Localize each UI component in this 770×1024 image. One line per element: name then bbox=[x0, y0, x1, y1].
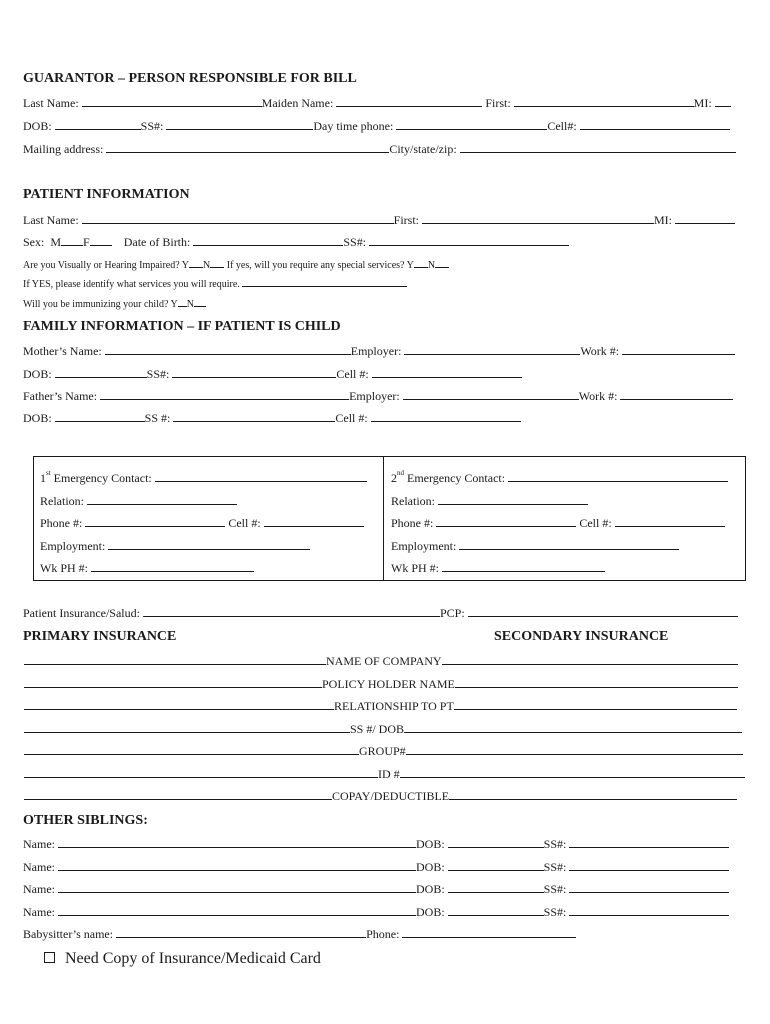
label-mi: MI: bbox=[693, 96, 712, 110]
label-sibling-ss: SS#: bbox=[543, 837, 567, 851]
emergency-1-relation-row bbox=[40, 494, 237, 509]
label-patient-ss: SS#: bbox=[343, 235, 367, 249]
field-father-cell[interactable] bbox=[371, 411, 521, 422]
insurance-row-holder bbox=[24, 677, 738, 692]
field-patient-first[interactable] bbox=[422, 213, 654, 224]
field-mother-employer[interactable] bbox=[404, 344, 580, 355]
field-insurance-salud[interactable] bbox=[143, 606, 440, 617]
field-father[interactable] bbox=[100, 389, 349, 400]
label-babysitter-phone: Phone: bbox=[366, 927, 400, 941]
label-pcp: PCP: bbox=[439, 606, 465, 620]
field-last-name[interactable] bbox=[82, 96, 262, 107]
field-mother-cell[interactable] bbox=[372, 367, 522, 378]
field-secondary-copay[interactable] bbox=[449, 789, 737, 800]
field-maiden-name[interactable] bbox=[336, 96, 482, 107]
ordinal-1-suffix: st bbox=[46, 469, 51, 477]
field-special-y[interactable] bbox=[414, 259, 428, 268]
insurance-row-relationship bbox=[24, 699, 737, 714]
patient-row-3 bbox=[23, 259, 449, 271]
field-identify[interactable] bbox=[242, 278, 407, 287]
label-sibling-ss: SS#: bbox=[543, 905, 567, 919]
emergency-2-contact-row bbox=[391, 471, 728, 486]
label-father-ss: SS #: bbox=[144, 411, 171, 425]
label-last-name: Last Name: bbox=[23, 96, 79, 110]
field-patient-mi[interactable] bbox=[675, 213, 735, 224]
label-relationship: RELATIONSHIP TO PT bbox=[334, 699, 454, 713]
field-secondary-relationship[interactable] bbox=[454, 699, 737, 710]
patient-row-5 bbox=[23, 298, 206, 310]
field-father-work[interactable] bbox=[620, 389, 733, 400]
field-sibling-ss[interactable] bbox=[569, 860, 729, 871]
siblings-heading: OTHER SIBLINGS: bbox=[23, 813, 148, 828]
field-emergency-1-cell[interactable] bbox=[264, 516, 364, 527]
field-impaired-n[interactable] bbox=[210, 259, 224, 268]
label-emergency-2-relation: Relation: bbox=[391, 494, 435, 508]
emergency-1-contact-row bbox=[40, 471, 367, 486]
primary-insurance-heading: PRIMARY INSURANCE bbox=[23, 629, 177, 644]
label-patient-mi: MI: bbox=[654, 213, 672, 227]
label-mailing: Mailing address: bbox=[23, 142, 104, 156]
field-father-employer[interactable] bbox=[403, 389, 579, 400]
field-emergency-1-relation[interactable] bbox=[87, 494, 237, 505]
field-primary-holder[interactable] bbox=[24, 677, 322, 688]
label-date-of-birth: Date of Birth: bbox=[123, 235, 191, 249]
label-insurance-salud: Patient Insurance/Salud: bbox=[23, 606, 140, 620]
insurance-row-copay bbox=[24, 789, 737, 804]
field-father-dob[interactable] bbox=[55, 411, 145, 422]
field-ss[interactable] bbox=[166, 119, 313, 130]
patient-heading: PATIENT INFORMATION bbox=[23, 187, 190, 202]
secondary-insurance-heading: SECONDARY INSURANCE bbox=[494, 629, 669, 644]
field-pcp[interactable] bbox=[468, 606, 738, 617]
sibling-row bbox=[23, 905, 729, 920]
label-emergency-1-contact: Emergency Contact: bbox=[53, 471, 152, 485]
label-emergency-1-employment: Employment: bbox=[40, 539, 106, 553]
label-sibling-dob: DOB: bbox=[416, 905, 445, 919]
sibling-row bbox=[23, 837, 729, 852]
guarantor-row-2 bbox=[23, 119, 730, 134]
label-city: City/state/zip: bbox=[389, 142, 457, 156]
field-emergency-1-contact[interactable] bbox=[155, 471, 367, 482]
label-holder: POLICY HOLDER NAME bbox=[322, 677, 455, 691]
emergency-2-phone-row bbox=[391, 516, 725, 531]
field-emergency-1-phone[interactable] bbox=[85, 516, 225, 527]
emergency-1-wkph-row bbox=[40, 561, 254, 576]
field-primary-id[interactable] bbox=[24, 767, 378, 778]
label-mother-dob: DOB: bbox=[23, 367, 52, 381]
emergency-2-relation-row bbox=[391, 494, 588, 509]
field-primary-group[interactable] bbox=[24, 744, 359, 755]
field-mother[interactable] bbox=[105, 344, 351, 355]
field-sibling-dob[interactable] bbox=[448, 905, 544, 916]
field-emergency-1-employment[interactable] bbox=[108, 539, 310, 550]
label-emergency-1-phone: Phone #: bbox=[40, 516, 83, 530]
label-patient-first: First: bbox=[393, 213, 419, 227]
field-sex-f[interactable] bbox=[90, 235, 112, 246]
label-sibling-name: Name: bbox=[23, 860, 55, 874]
label-sibling-dob: DOB: bbox=[416, 837, 445, 851]
field-sibling-ss[interactable] bbox=[569, 882, 729, 893]
field-secondary-group[interactable] bbox=[406, 744, 743, 755]
label-mother-cell: Cell #: bbox=[336, 367, 369, 381]
emergency-1-employment-row bbox=[40, 539, 310, 554]
field-sibling-ss[interactable] bbox=[569, 905, 729, 916]
label-identify: If YES, please identify what services you will require. bbox=[23, 279, 240, 290]
label-special: If yes, will you require any special services? Y bbox=[226, 260, 414, 271]
ordinal-1: 1 bbox=[40, 471, 46, 485]
family-row-3 bbox=[23, 389, 733, 404]
field-babysitter-phone[interactable] bbox=[402, 927, 576, 938]
field-sibling-ss[interactable] bbox=[569, 837, 729, 848]
label-sibling-name: Name: bbox=[23, 837, 55, 851]
field-immunize-n[interactable] bbox=[194, 298, 206, 307]
label-emergency-2-wkph: Wk PH #: bbox=[391, 561, 439, 575]
label-dob: DOB: bbox=[23, 119, 52, 133]
emergency-box-divider bbox=[383, 456, 384, 581]
field-date-of-birth[interactable] bbox=[193, 235, 343, 246]
guarantor-row-3 bbox=[23, 142, 736, 157]
label-maiden-name: Maiden Name: bbox=[261, 96, 334, 110]
label-group: GROUP# bbox=[359, 744, 406, 758]
ordinal-2-suffix: nd bbox=[397, 469, 404, 477]
label-f: F bbox=[83, 235, 90, 249]
field-secondary-id[interactable] bbox=[400, 767, 745, 778]
label-father-employer: Employer: bbox=[349, 389, 400, 403]
babysitter-row bbox=[23, 927, 576, 942]
family-row-2 bbox=[23, 367, 522, 382]
patient-row-4 bbox=[23, 278, 407, 290]
field-first[interactable] bbox=[514, 96, 694, 107]
need-copy-checkbox[interactable] bbox=[44, 952, 55, 963]
label-sibling-ss: SS#: bbox=[543, 882, 567, 896]
insurance-salud-row bbox=[23, 606, 738, 621]
label-sibling-name: Name: bbox=[23, 882, 55, 896]
field-primary-copay[interactable] bbox=[24, 789, 332, 800]
field-dob[interactable] bbox=[55, 119, 141, 130]
field-patient-ss[interactable] bbox=[369, 235, 569, 246]
field-mailing[interactable] bbox=[106, 142, 389, 153]
field-patient-last-name[interactable] bbox=[82, 213, 394, 224]
field-sibling-dob[interactable] bbox=[448, 860, 544, 871]
label-emergency-2-contact: Emergency Contact: bbox=[407, 471, 506, 485]
label-father: Father’s Name: bbox=[23, 389, 98, 403]
field-primary-company[interactable] bbox=[24, 654, 326, 665]
emergency-2-wkph-row bbox=[391, 561, 605, 576]
label-immunize: Will you be immunizing your child? Y bbox=[23, 299, 178, 310]
label-patient-last-name: Last Name: bbox=[23, 213, 79, 227]
label-sibling-dob: DOB: bbox=[416, 882, 445, 896]
field-secondary-ss[interactable] bbox=[404, 722, 742, 733]
field-cell[interactable] bbox=[580, 119, 730, 130]
insurance-row-group bbox=[24, 744, 743, 759]
field-secondary-company[interactable] bbox=[442, 654, 738, 665]
field-mi[interactable] bbox=[715, 96, 731, 107]
field-emergency-1-wkph[interactable] bbox=[91, 561, 254, 572]
label-mother-ss: SS#: bbox=[146, 367, 170, 381]
label-id: ID # bbox=[378, 767, 400, 781]
sibling-row bbox=[23, 882, 729, 897]
need-copy-label: Need Copy of Insurance/Medicaid Card bbox=[65, 950, 321, 967]
need-copy-row bbox=[44, 950, 321, 968]
field-father-ss[interactable] bbox=[173, 411, 335, 422]
label-sex: Sex: bbox=[23, 235, 45, 249]
field-babysitter[interactable] bbox=[116, 927, 366, 938]
field-sibling-dob[interactable] bbox=[448, 837, 544, 848]
field-emergency-2-employment[interactable] bbox=[459, 539, 679, 550]
guarantor-row-1 bbox=[23, 96, 731, 111]
field-immunize-y[interactable] bbox=[178, 298, 187, 307]
field-sex-m[interactable] bbox=[61, 235, 83, 246]
emergency-2-employment-row bbox=[391, 539, 679, 554]
insurance-row-ss bbox=[24, 722, 742, 737]
label-special-n: N bbox=[427, 260, 436, 271]
label-company: NAME OF COMPANY bbox=[326, 654, 442, 668]
field-special-n[interactable] bbox=[435, 259, 449, 268]
field-primary-ss[interactable] bbox=[24, 722, 350, 733]
label-sibling-name: Name: bbox=[23, 905, 55, 919]
label-father-cell: Cell #: bbox=[335, 411, 368, 425]
label-immunize-n: N bbox=[186, 299, 194, 310]
label-mother: Mother’s Name: bbox=[23, 344, 102, 358]
label-emergency-2-cell: Cell #: bbox=[579, 516, 612, 530]
ordinal-2: 2 bbox=[391, 471, 397, 485]
label-ss: SS#: bbox=[140, 119, 164, 133]
field-emergency-2-wkph[interactable] bbox=[442, 561, 605, 572]
label-emergency-1-cell: Cell #: bbox=[228, 516, 261, 530]
label-sibling-ss: SS#: bbox=[543, 860, 567, 874]
emergency-1-phone-row bbox=[40, 516, 364, 531]
family-row-4 bbox=[23, 411, 521, 426]
label-m: M bbox=[50, 235, 62, 249]
field-city[interactable] bbox=[460, 142, 736, 153]
label-father-dob: DOB: bbox=[23, 411, 52, 425]
field-impaired-y[interactable] bbox=[189, 259, 203, 268]
guarantor-heading: GUARANTOR – PERSON RESPONSIBLE FOR BILL bbox=[23, 71, 357, 86]
label-day-phone: Day time phone: bbox=[313, 119, 394, 133]
insurance-row-company bbox=[24, 654, 738, 669]
label-impaired-n: N bbox=[203, 260, 211, 271]
field-mother-work[interactable] bbox=[622, 344, 735, 355]
field-sibling-name[interactable] bbox=[58, 905, 416, 916]
family-row-1 bbox=[23, 344, 735, 359]
field-sibling-dob[interactable] bbox=[448, 882, 544, 893]
sibling-row bbox=[23, 860, 729, 875]
label-sibling-dob: DOB: bbox=[416, 860, 445, 874]
label-first: First: bbox=[485, 96, 511, 110]
field-sibling-name[interactable] bbox=[58, 837, 416, 848]
label-emergency-2-phone: Phone #: bbox=[391, 516, 434, 530]
label-emergency-1-relation: Relation: bbox=[40, 494, 84, 508]
label-ss-dob: SS #/ DOB bbox=[350, 722, 405, 736]
field-secondary-holder[interactable] bbox=[455, 677, 738, 688]
field-emergency-2-contact[interactable] bbox=[508, 471, 728, 482]
insurance-row-id bbox=[24, 767, 745, 782]
family-heading: FAMILY INFORMATION – IF PATIENT IS CHILD bbox=[23, 319, 341, 334]
label-mother-employer: Employer: bbox=[350, 344, 402, 358]
patient-row-2 bbox=[23, 235, 569, 250]
field-primary-relationship[interactable] bbox=[24, 699, 334, 710]
field-emergency-2-cell[interactable] bbox=[615, 516, 725, 527]
label-impaired: Are you Visually or Hearing Impaired? Y bbox=[23, 260, 190, 271]
field-day-phone[interactable] bbox=[396, 119, 547, 130]
field-emergency-2-relation[interactable] bbox=[438, 494, 588, 505]
label-cell: Cell#: bbox=[547, 119, 577, 133]
label-babysitter: Babysitter’s name: bbox=[23, 927, 114, 941]
field-sibling-name[interactable] bbox=[58, 882, 416, 893]
label-mother-work: Work #: bbox=[580, 344, 620, 358]
label-father-work: Work #: bbox=[578, 389, 618, 403]
field-emergency-2-phone[interactable] bbox=[436, 516, 576, 527]
label-copay: COPAY/DEDUCTIBLE bbox=[332, 789, 450, 803]
label-emergency-1-wkph: Wk PH #: bbox=[40, 561, 88, 575]
field-mother-ss[interactable] bbox=[172, 367, 336, 378]
field-sibling-name[interactable] bbox=[58, 860, 416, 871]
label-emergency-2-employment: Employment: bbox=[391, 539, 457, 553]
field-mother-dob[interactable] bbox=[55, 367, 147, 378]
patient-row-1 bbox=[23, 213, 735, 228]
